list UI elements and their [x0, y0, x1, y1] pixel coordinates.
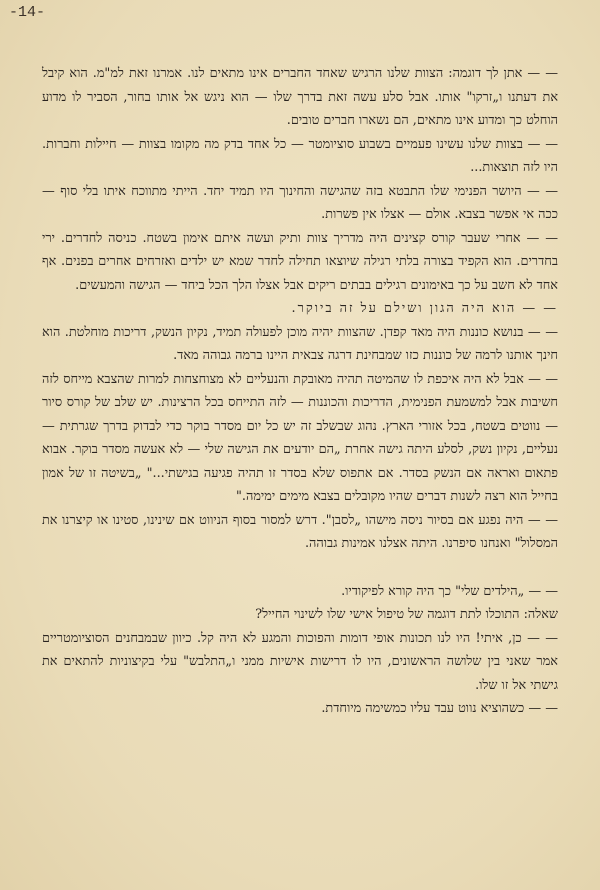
paragraph: — — הוא היה הגון ושילם על זה ביוקר. [291, 301, 558, 316]
paragraph: — — אבל לא היה איכפת לו שהמיטה תהיה מאובקת והנעליים לא מצוחצחות למרות שהצבא מייחס לזה חשיבות אבל למשמעת הפנימית, הדריכות והכוננות — לזה התייחס בכל הרצינות. יש שלב של קורס סיור — נווטים בשטח, בכל אזורי הארץ. נהוג שבשלב זה יש כל יום מסדר בוקר כדי לבדוק בדרך שגרתית — נעליים, נקיון נשק, לסלע היתה גישה אחרת „הם יודעים את הגישה שלי — לא אעשה מסדר בוקר. אבוא פתאום ואראה אם הנשק בסדר. אם אתפוס שלא בסדר זו תהיה פגיעה בגישתי..." „בשיטה זו של אמון בחייל הוא רצה לשנות דברים שהיו מקובלים בצבא מימים ימימה." [42, 371, 558, 504]
question-line: שאלה: התוכלו לתת דוגמה של טיפול אישי שלו לשינוי החייל? [255, 607, 558, 622]
paragraph: — — אתן לך דוגמה: הצוות שלנו הרגיש שאחד החברים אינו מתאים לנו. אמרנו זאת למ"מ. הוא קיבל את דעתנו ו„זרקו" אותו. אבל סלע עשה זאת בדרך שלו — הוא ניגש אל אותו בחור, הסביר לו מדוע הוחלט כך ומדוע אינו מתאים, הם נשארו חברים טובים. [42, 66, 558, 128]
paragraph: — — היה נפגע אם בסיור ניסה מישהו „לסבן". דרש למסור בסוף הניווט אם שינינו, סטינו או קיצרנו את המסלול" ואנחנו סיפרנו. היתה אצלנו אמינות גבוהה. [42, 512, 558, 551]
paragraph: — — כשהוציא נווט עבד עליו כמשימה מיוחדת. [321, 701, 558, 716]
section-gap [42, 556, 558, 580]
paragraph: — — היושר הפנימי שלו התבטא בזה שהגישה והחינוך היו תמיד יחד. הייתי מתווכח איתו בלי סוף — ככה אי אפשר בצבא. אולם — אצלו אין פשרות. [42, 183, 558, 222]
paragraph: — — בנושא כוננות היה מאד קפדן. שהצוות יהיה מוכן לפעולה תמיד, נקיון הנשק, דריכות מוחלטת. הוא חינך אותנו לרמה של כוננות כזו שמבחינת דרגה צבאית היינו ברמה גבוהה מאד. [42, 324, 558, 363]
paragraph: — — בצוות שלנו עשינו פעמיים בשבוע סוציומטר — כל אחד בדק מה מקומו בצוות — חיילות וחברות. היו לזה תוצאות... [42, 136, 558, 175]
page-number: -14- [9, 4, 46, 21]
document-body [42, 62, 558, 721]
paragraph: — — כן, איתי! היו לנו תכונות אופי דומות והפוכות והמגע לא היה קל. כיוון שבמבחנים הסוציומטריים אמר שאני בין שלושה הראשונים, היו לו דרישות אישיות ממני ו„התלבש" עלי בקיצוניות להתאים את גישתי אל זו שלו. [42, 630, 558, 693]
paragraph: — — אחרי שעבר קורס קצינים היה מדריך צוות ותיק ועשה איתם אימון בשטח. כניסה לחדרים. ירי בחדרים. הוא הקפיד בצורה בלתי רגילה שיוצאו תחילה לחדר שמא יש ילדים ואזרחים אחרים בפנים. אף אחד לא חשב על כך באימונים רגילים בבתים ריקים אבל אצלו הלך הכל ביחד — הגישה והמעשים. [42, 230, 558, 293]
paragraph: — — „הילדים שלי" כך היה קורא לפיקודיו. [341, 583, 558, 599]
